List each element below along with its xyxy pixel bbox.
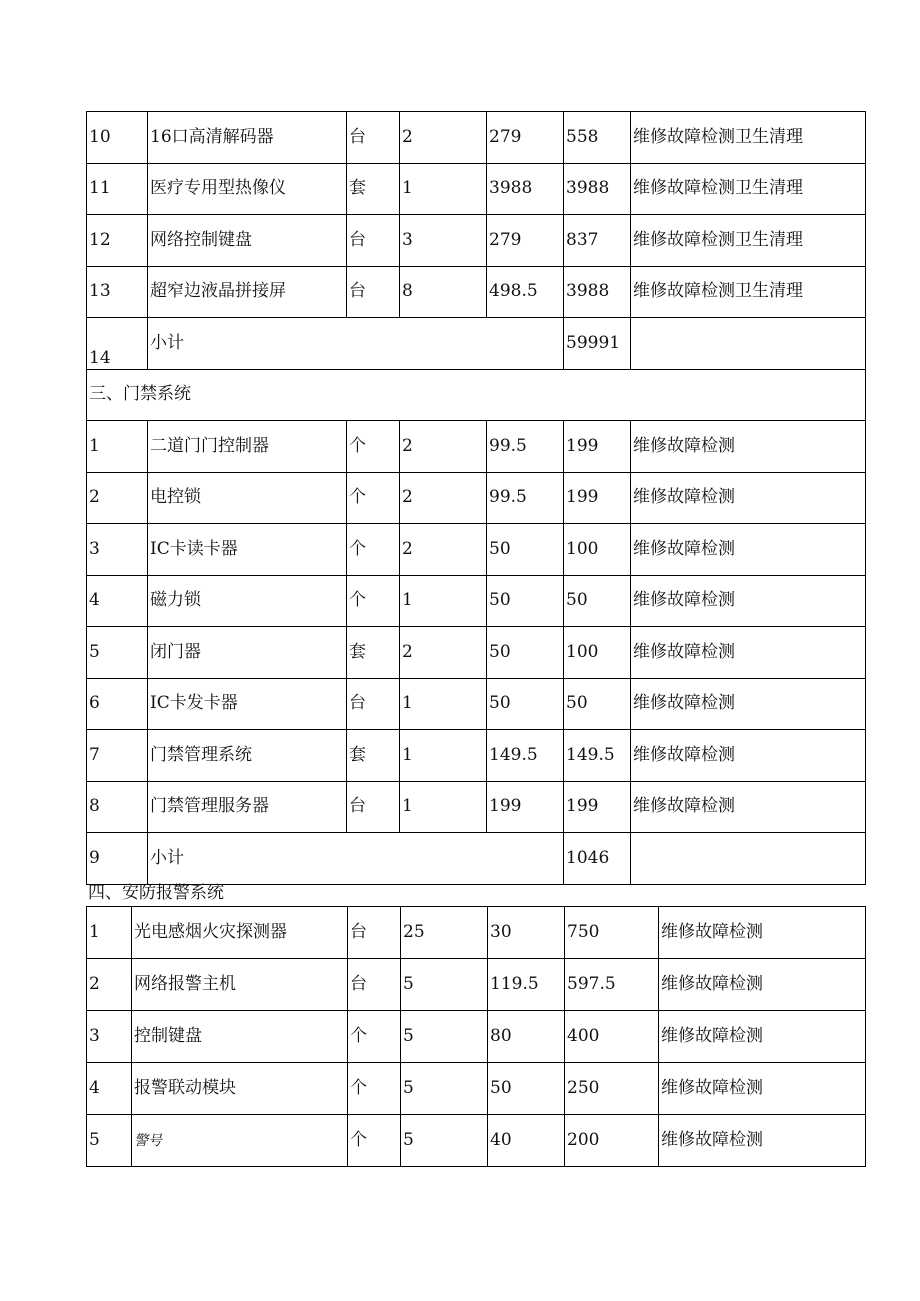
item-name: 电控锁 — [148, 472, 347, 524]
item-note: 维修故障检测 — [631, 524, 866, 576]
subtotal-label: 小计 — [148, 318, 564, 370]
item-unit: 台 — [347, 112, 400, 164]
item-name: 门禁管理系统 — [148, 730, 347, 782]
row-number: 4 — [87, 1063, 132, 1115]
item-note: 维修故障检测 — [631, 627, 866, 679]
item-qty: 5 — [401, 1115, 488, 1167]
table-row — [87, 1063, 866, 1115]
row-number: 7 — [87, 730, 148, 782]
subtotal-label: 小计 — [148, 833, 564, 885]
table-row — [87, 678, 866, 730]
item-note: 维修故障检测 — [631, 781, 866, 833]
item-price: 498.5 — [487, 266, 564, 318]
item-price: 50 — [487, 524, 564, 576]
equipment-table-upper — [86, 111, 866, 885]
subtotal-value: 1046 — [564, 833, 631, 885]
table-row — [87, 907, 866, 959]
item-name: 报警联动模块 — [132, 1063, 348, 1115]
item-note: 维修故障检测 — [631, 678, 866, 730]
item-name: 超窄边液晶拼接屏 — [148, 266, 347, 318]
item-qty: 2 — [400, 421, 487, 473]
item-note: 维修故障检测 — [659, 959, 866, 1011]
item-name: 控制键盘 — [132, 1011, 348, 1063]
item-qty: 1 — [400, 163, 487, 215]
row-number: 3 — [87, 1011, 132, 1063]
item-price: 149.5 — [487, 730, 564, 782]
section-title: 三、门禁系统 — [87, 369, 866, 421]
alarm-system-table — [86, 906, 866, 1167]
item-price: 3988 — [487, 163, 564, 215]
item-qty: 25 — [401, 907, 488, 959]
item-unit: 套 — [347, 627, 400, 679]
item-unit: 个 — [347, 472, 400, 524]
item-qty: 1 — [400, 575, 487, 627]
item-qty: 5 — [401, 1011, 488, 1063]
table-row — [87, 163, 866, 215]
section-title: 四、安防报警系统 — [88, 883, 224, 903]
table-row — [87, 266, 866, 318]
item-total: 50 — [564, 575, 631, 627]
item-name: IC卡发卡器 — [148, 678, 347, 730]
item-name: 网络控制键盘 — [148, 215, 347, 267]
item-price: 279 — [487, 215, 564, 267]
item-price: 50 — [487, 627, 564, 679]
item-unit: 台 — [348, 907, 401, 959]
item-note: 维修故障检测卫生清理 — [631, 112, 866, 164]
item-note: 维修故障检测 — [659, 1063, 866, 1115]
item-total: 50 — [564, 678, 631, 730]
row-number: 1 — [87, 421, 148, 473]
row-number: 1 — [87, 907, 132, 959]
item-total: 837 — [564, 215, 631, 267]
item-unit: 个 — [347, 524, 400, 576]
item-qty: 2 — [400, 112, 487, 164]
item-note: 维修故障检测卫生清理 — [631, 163, 866, 215]
item-price: 99.5 — [487, 472, 564, 524]
item-note: 维修故障检测 — [631, 472, 866, 524]
item-name: 二道门门控制器 — [148, 421, 347, 473]
item-unit: 套 — [347, 163, 400, 215]
item-total: 3988 — [564, 266, 631, 318]
row-number: 6 — [87, 678, 148, 730]
item-note: 维修故障检测 — [631, 575, 866, 627]
item-name: 磁力锁 — [148, 575, 347, 627]
table-row — [87, 1115, 866, 1167]
item-price: 99.5 — [487, 421, 564, 473]
item-total: 250 — [565, 1063, 659, 1115]
item-total: 149.5 — [564, 730, 631, 782]
item-unit: 个 — [348, 1115, 401, 1167]
row-number: 2 — [87, 959, 132, 1011]
item-note: 维修故障检测 — [659, 907, 866, 959]
item-note: 维修故障检测 — [659, 1115, 866, 1167]
item-qty: 3 — [400, 215, 487, 267]
item-unit: 个 — [348, 1063, 401, 1115]
subtotal-value: 59991 — [564, 318, 631, 370]
item-name: 网络报警主机 — [132, 959, 348, 1011]
item-total: 3988 — [564, 163, 631, 215]
item-qty: 1 — [400, 730, 487, 782]
item-total: 199 — [564, 421, 631, 473]
empty-cell — [631, 833, 866, 885]
table-row — [87, 781, 866, 833]
row-number: 13 — [87, 266, 148, 318]
item-total: 597.5 — [565, 959, 659, 1011]
item-price: 80 — [488, 1011, 565, 1063]
item-price: 199 — [487, 781, 564, 833]
empty-cell — [631, 318, 866, 370]
item-total: 100 — [564, 524, 631, 576]
row-number: 5 — [87, 1115, 132, 1167]
row-number: 4 — [87, 575, 148, 627]
item-qty: 1 — [400, 678, 487, 730]
table-row — [87, 730, 866, 782]
item-total: 100 — [564, 627, 631, 679]
item-total: 558 — [564, 112, 631, 164]
item-unit: 台 — [348, 959, 401, 1011]
table-row — [87, 472, 866, 524]
item-qty: 5 — [401, 959, 488, 1011]
item-unit: 台 — [347, 781, 400, 833]
row-number: 12 — [87, 215, 148, 267]
item-note: 维修故障检测 — [631, 421, 866, 473]
item-unit: 台 — [347, 678, 400, 730]
item-name: 医疗专用型热像仪 — [148, 163, 347, 215]
item-unit: 套 — [347, 730, 400, 782]
item-qty: 2 — [400, 627, 487, 679]
item-unit: 个 — [347, 421, 400, 473]
item-qty: 2 — [400, 472, 487, 524]
row-number: 2 — [87, 472, 148, 524]
table-row — [87, 1011, 866, 1063]
item-note: 维修故障检测卫生清理 — [631, 215, 866, 267]
item-total: 199 — [564, 781, 631, 833]
item-name: 门禁管理服务器 — [148, 781, 347, 833]
item-name: 16口高清解码器 — [148, 112, 347, 164]
item-qty: 2 — [400, 524, 487, 576]
item-total: 199 — [564, 472, 631, 524]
item-name: 光电感烟火灾探测器 — [132, 907, 348, 959]
table-row — [87, 421, 866, 473]
item-name: 警号 — [132, 1115, 348, 1167]
table-row — [87, 575, 866, 627]
item-name: IC卡读卡器 — [148, 524, 347, 576]
item-unit: 个 — [348, 1011, 401, 1063]
item-unit: 台 — [347, 215, 400, 267]
table-row — [87, 112, 866, 164]
table-row — [87, 627, 866, 679]
subtotal-row — [87, 318, 866, 370]
section-header-row — [87, 369, 866, 421]
item-qty: 8 — [400, 266, 487, 318]
row-number: 3 — [87, 524, 148, 576]
item-total: 400 — [565, 1011, 659, 1063]
table-row — [87, 959, 866, 1011]
row-number: 8 — [87, 781, 148, 833]
item-price: 50 — [488, 1063, 565, 1115]
item-unit: 台 — [347, 266, 400, 318]
item-total: 200 — [565, 1115, 659, 1167]
item-price: 119.5 — [488, 959, 565, 1011]
item-price: 50 — [487, 678, 564, 730]
item-name: 闭门器 — [148, 627, 347, 679]
item-price: 50 — [487, 575, 564, 627]
item-note: 维修故障检测 — [631, 730, 866, 782]
row-number: 14 — [87, 318, 148, 370]
subtotal-row — [87, 833, 866, 885]
row-number: 10 — [87, 112, 148, 164]
table-row — [87, 524, 866, 576]
item-qty: 5 — [401, 1063, 488, 1115]
row-number: 5 — [87, 627, 148, 679]
item-price: 30 — [488, 907, 565, 959]
item-price: 40 — [488, 1115, 565, 1167]
row-number: 9 — [87, 833, 148, 885]
item-price: 279 — [487, 112, 564, 164]
item-note: 维修故障检测 — [659, 1011, 866, 1063]
item-note: 维修故障检测卫生清理 — [631, 266, 866, 318]
row-number: 11 — [87, 163, 148, 215]
item-qty: 1 — [400, 781, 487, 833]
table-row — [87, 215, 866, 267]
item-total: 750 — [565, 907, 659, 959]
item-unit: 个 — [347, 575, 400, 627]
